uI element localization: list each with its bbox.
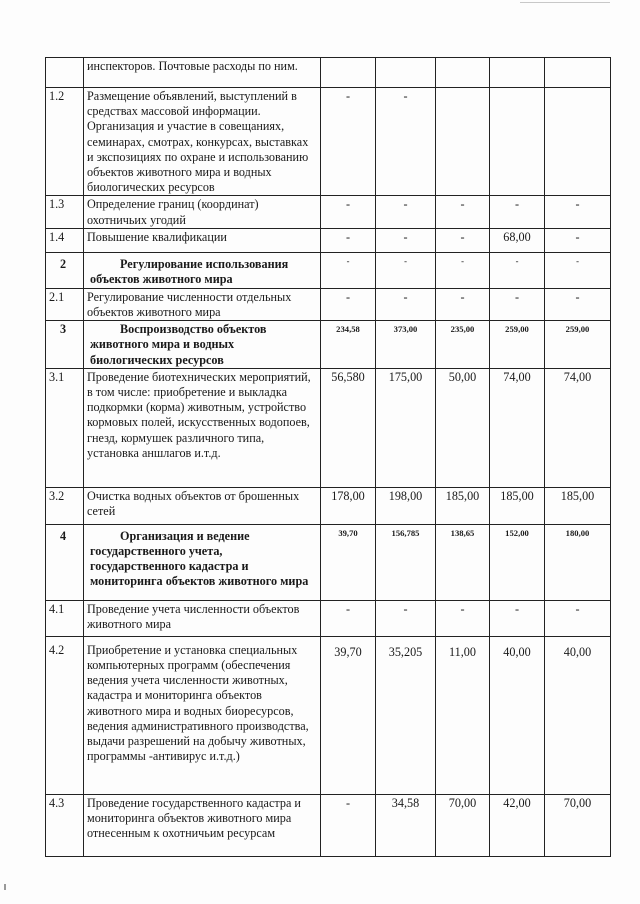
section-title-text: Организация и ведение государственного учета, государственного кадастра и мониторинга объектов животного мира (90, 528, 309, 589)
section-number: 4 (46, 524, 84, 600)
value-col-2: - (376, 288, 436, 320)
value-col-1 (321, 58, 376, 88)
row-number: 1.4 (46, 228, 84, 252)
value-col-1: - (321, 288, 376, 320)
value-col-2: 373,00 (376, 321, 436, 369)
row-number: 3.1 (46, 368, 84, 487)
section-title (84, 524, 321, 600)
table-row (46, 368, 611, 487)
value-col-4: 68,00 (490, 228, 545, 252)
value-col-3: 235,00 (436, 321, 490, 369)
value-col-1: 234,58 (321, 321, 376, 369)
value-col-5: 185,00 (545, 487, 611, 524)
section-number: 3 (46, 321, 84, 369)
value-col-1: - (321, 252, 376, 288)
section-title-text: Регулирование использования объектов животного мира (90, 256, 289, 287)
value-col-2: - (376, 252, 436, 288)
value-col-4: - (490, 252, 545, 288)
table-row (46, 600, 611, 636)
value-col-5: - (545, 196, 611, 228)
value-col-1: - (321, 600, 376, 636)
value-col-5: 180,00 (545, 524, 611, 600)
value-col-2: 198,00 (376, 487, 436, 524)
value-col-3 (436, 88, 490, 196)
row-description: Повышение квалификации (84, 228, 321, 252)
value-col-4 (490, 58, 545, 88)
value-col-2: 35,205 (376, 636, 436, 794)
value-col-1: - (321, 88, 376, 196)
value-col-5 (545, 88, 611, 196)
table-row-section (46, 524, 611, 600)
table-row (46, 794, 611, 856)
value-col-2: 175,00 (376, 368, 436, 487)
value-col-1: 178,00 (321, 487, 376, 524)
row-description: Размещение объявлений, выступлений в средствах массовой информации. Организация и участие в совещаниях, семинарах, смотрах, конкурсах, выставках и экспозициях по охране и использованию объектов животного мира и водных биологических ресурсов (84, 88, 321, 196)
value-col-4: - (490, 600, 545, 636)
value-col-5: 259,00 (545, 321, 611, 369)
value-col-3: 138,65 (436, 524, 490, 600)
value-col-5: 70,00 (545, 794, 611, 856)
value-col-4: 74,00 (490, 368, 545, 487)
value-col-5: - (545, 228, 611, 252)
value-col-2 (376, 58, 436, 88)
value-col-5: - (545, 288, 611, 320)
value-col-4 (490, 88, 545, 196)
scan-margin-mark (4, 884, 6, 890)
row-description: Проведение государственного кадастра и мониторинга объектов животного мира отнесенным к охотничьим ресурсам (84, 794, 321, 856)
value-col-1: 56,580 (321, 368, 376, 487)
value-col-2: - (376, 600, 436, 636)
value-col-3: - (436, 228, 490, 252)
value-col-3: - (436, 252, 490, 288)
row-number: 3.2 (46, 487, 84, 524)
row-number: 4.2 (46, 636, 84, 794)
section-title (84, 321, 321, 369)
table-row (46, 228, 611, 252)
value-col-5: - (545, 600, 611, 636)
section-title (84, 252, 321, 288)
value-col-5: 40,00 (545, 636, 611, 794)
value-col-4: 185,00 (490, 487, 545, 524)
value-col-4: - (490, 196, 545, 228)
row-description: Проведение биотехнических мероприятий, в том числе: приобретение и выкладка подкормки (корма) животным, устройство кормовых полей, искусственных водопоев, гнезд, кормушек различного типа, установка аншлагов и.т.д. (84, 368, 321, 487)
value-col-4: 42,00 (490, 794, 545, 856)
value-col-3: 185,00 (436, 487, 490, 524)
budget-table (45, 57, 611, 857)
table-row (46, 288, 611, 320)
value-col-2: - (376, 196, 436, 228)
row-description: Определение границ (координат) охотничьих угодий (84, 196, 321, 228)
table-row (46, 487, 611, 524)
row-number: 2.1 (46, 288, 84, 320)
row-description: Проведение учета численности объектов животного мира (84, 600, 321, 636)
value-col-1: - (321, 794, 376, 856)
row-number: 4.1 (46, 600, 84, 636)
value-col-3: - (436, 196, 490, 228)
scan-edge-line (520, 2, 610, 3)
value-col-2: - (376, 228, 436, 252)
value-col-1: 39,70 (321, 636, 376, 794)
value-col-5 (545, 58, 611, 88)
table-row-section (46, 252, 611, 288)
value-col-3 (436, 58, 490, 88)
value-col-1: - (321, 196, 376, 228)
section-title-text: Воспроизводство объектов животного мира и водных биологических ресурсов (90, 322, 267, 367)
table-row (46, 88, 611, 196)
value-col-3: - (436, 288, 490, 320)
value-col-4: 40,00 (490, 636, 545, 794)
value-col-1: 39,70 (321, 524, 376, 600)
value-col-2: 34,58 (376, 794, 436, 856)
section-number: 2 (46, 252, 84, 288)
row-description: Регулирование численности отдельных объектов животного мира (84, 288, 321, 320)
value-col-2: - (376, 88, 436, 196)
value-col-2: 156,785 (376, 524, 436, 600)
value-col-5: - (545, 252, 611, 288)
table-row-section (46, 321, 611, 369)
row-number: 1.3 (46, 196, 84, 228)
row-description: Приобретение и установка специальных компьютерных программ (обеспечения ведения учета численности животных, кадастра и мониторинга объектов животного мира и водных биоресурсов, ведения административного производства, выдачи разрешений на добычу животных, программы -антивирус и.т.д.) (84, 636, 321, 794)
value-col-3: 50,00 (436, 368, 490, 487)
table-row (46, 196, 611, 228)
table-row (46, 58, 611, 88)
row-description: Очистка водных объектов от брошенных сетей (84, 487, 321, 524)
row-number: 1.2 (46, 88, 84, 196)
row-number: 4.3 (46, 794, 84, 856)
value-col-4: - (490, 288, 545, 320)
value-col-5: 74,00 (545, 368, 611, 487)
value-col-3: - (436, 600, 490, 636)
row-description: инспекторов. Почтовые расходы по ним. (84, 58, 321, 88)
row-number (46, 58, 84, 88)
value-col-3: 11,00 (436, 636, 490, 794)
value-col-4: 259,00 (490, 321, 545, 369)
value-col-3: 70,00 (436, 794, 490, 856)
table-row (46, 636, 611, 794)
value-col-1: - (321, 228, 376, 252)
value-col-4: 152,00 (490, 524, 545, 600)
